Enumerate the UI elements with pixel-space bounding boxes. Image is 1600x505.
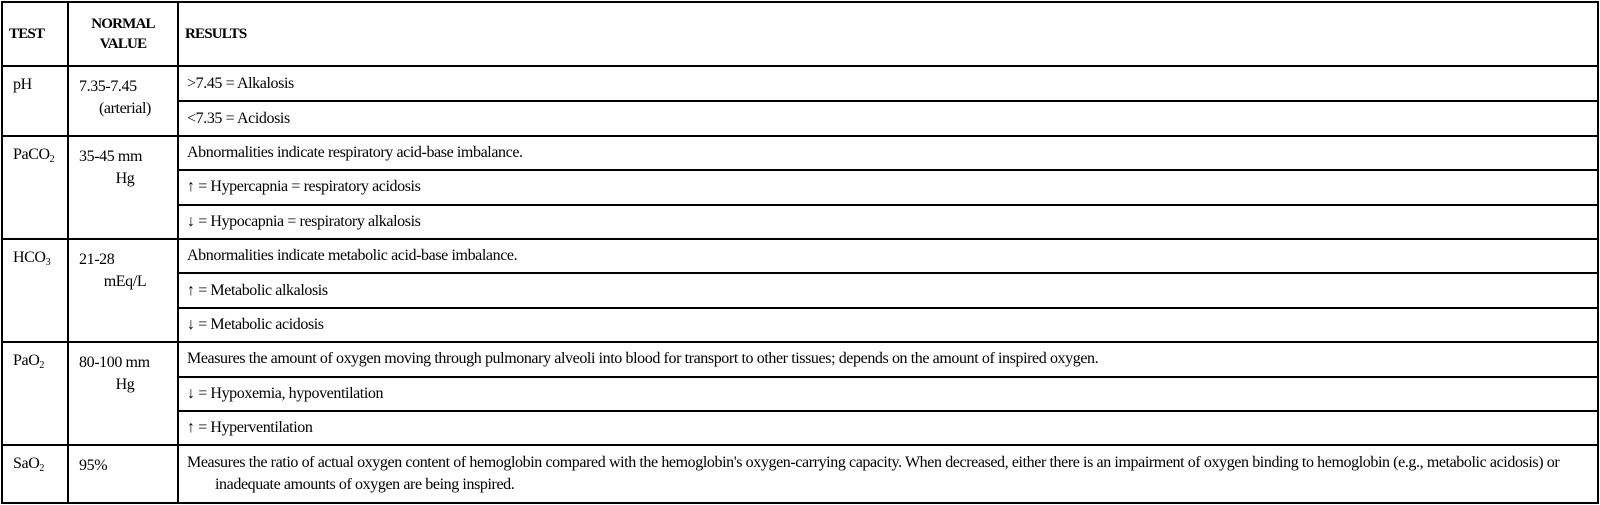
test-name-cell [2, 239, 68, 342]
test-name: PaCO [13, 145, 50, 163]
normal-value: 80-100 mm [79, 354, 150, 372]
test-name-cell [2, 342, 68, 445]
result-cell: Abnormalities indicate respiratory acid-base imbalance. [178, 136, 1598, 170]
normal-value-cell [68, 66, 178, 136]
test-name-cell [2, 136, 68, 239]
normal-value: 21-28 [79, 250, 115, 268]
result-cell: ↓ = Hypoxemia, hypoventilation [178, 377, 1598, 411]
table-row [2, 136, 1598, 170]
table-row [2, 170, 1598, 204]
normal-value-cell [68, 136, 178, 239]
result-cell [178, 445, 1598, 503]
header-results: RESULTS [178, 2, 1598, 66]
normal-value-line2: mEq/L [103, 272, 147, 290]
normal-value-cell [68, 445, 178, 503]
result-cell: ↑ = Metabolic alkalosis [178, 273, 1598, 307]
table-row [2, 411, 1598, 445]
test-name: pH [13, 76, 32, 93]
test-subscript: 3 [45, 256, 51, 268]
table-row [2, 273, 1598, 307]
result-cell: ↓ = Hypocapnia = respiratory alkalosis [178, 205, 1598, 239]
result-cell: >7.45 = Alkalosis [178, 66, 1598, 101]
normal-value: 95% [79, 457, 108, 475]
normal-value-line2: (arterial) [99, 100, 151, 117]
table-row [2, 445, 1598, 503]
table-row [2, 205, 1598, 239]
test-name: HCO [13, 248, 46, 266]
result-cell: Abnormalities indicate metabolic acid-base imbalance. [178, 239, 1598, 273]
table-row [2, 101, 1598, 135]
result-cell: <7.35 = Acidosis [178, 101, 1598, 135]
table-row [2, 342, 1598, 376]
table-row [2, 377, 1598, 411]
normal-value: 7.35-7.45 [79, 78, 137, 95]
normal-value-line2: Hg [115, 169, 135, 187]
test-subscript: 2 [39, 360, 44, 372]
header-normal-line2: VALUE [99, 36, 147, 52]
table-row [2, 308, 1598, 342]
table-row [2, 66, 1598, 101]
header-row [2, 2, 1598, 66]
header-normal-line1: NORMAL [91, 16, 155, 32]
normal-value-cell [68, 342, 178, 445]
test-subscript: 2 [39, 463, 44, 475]
result-cell: ↑ = Hypercapnia = respiratory acidosis [178, 170, 1598, 204]
result-text: Measures the ratio of actual oxygen content of hemoglobin compared with the hemoglobin's oxygen-carrying capacity. When decreased, either there is an impairment of oxygen binding to hemoglobin (e.g., metabolic acidosis) or inadequate amounts of oxygen are being inspired. [187, 454, 1560, 494]
normal-value: 35-45 mm [79, 147, 143, 165]
test-name: SaO [13, 455, 40, 473]
result-cell: Measures the amount of oxygen moving through pulmonary alveoli into blood for transport to other tissues; depends on the amount of inspired oxygen. [178, 342, 1598, 376]
test-subscript: 2 [49, 153, 55, 165]
abg-reference-table [1, 1, 1599, 504]
normal-value-cell [68, 239, 178, 342]
result-cell: ↑ = Hyperventilation [178, 411, 1598, 445]
test-name-cell [2, 66, 68, 136]
normal-value-line2: Hg [115, 376, 135, 394]
result-cell: ↓ = Metabolic acidosis [178, 308, 1598, 342]
test-name-cell [2, 445, 68, 503]
header-normal-value [68, 2, 178, 66]
table-row [2, 239, 1598, 273]
test-name: PaO [13, 352, 40, 370]
header-test: TEST [2, 2, 68, 66]
